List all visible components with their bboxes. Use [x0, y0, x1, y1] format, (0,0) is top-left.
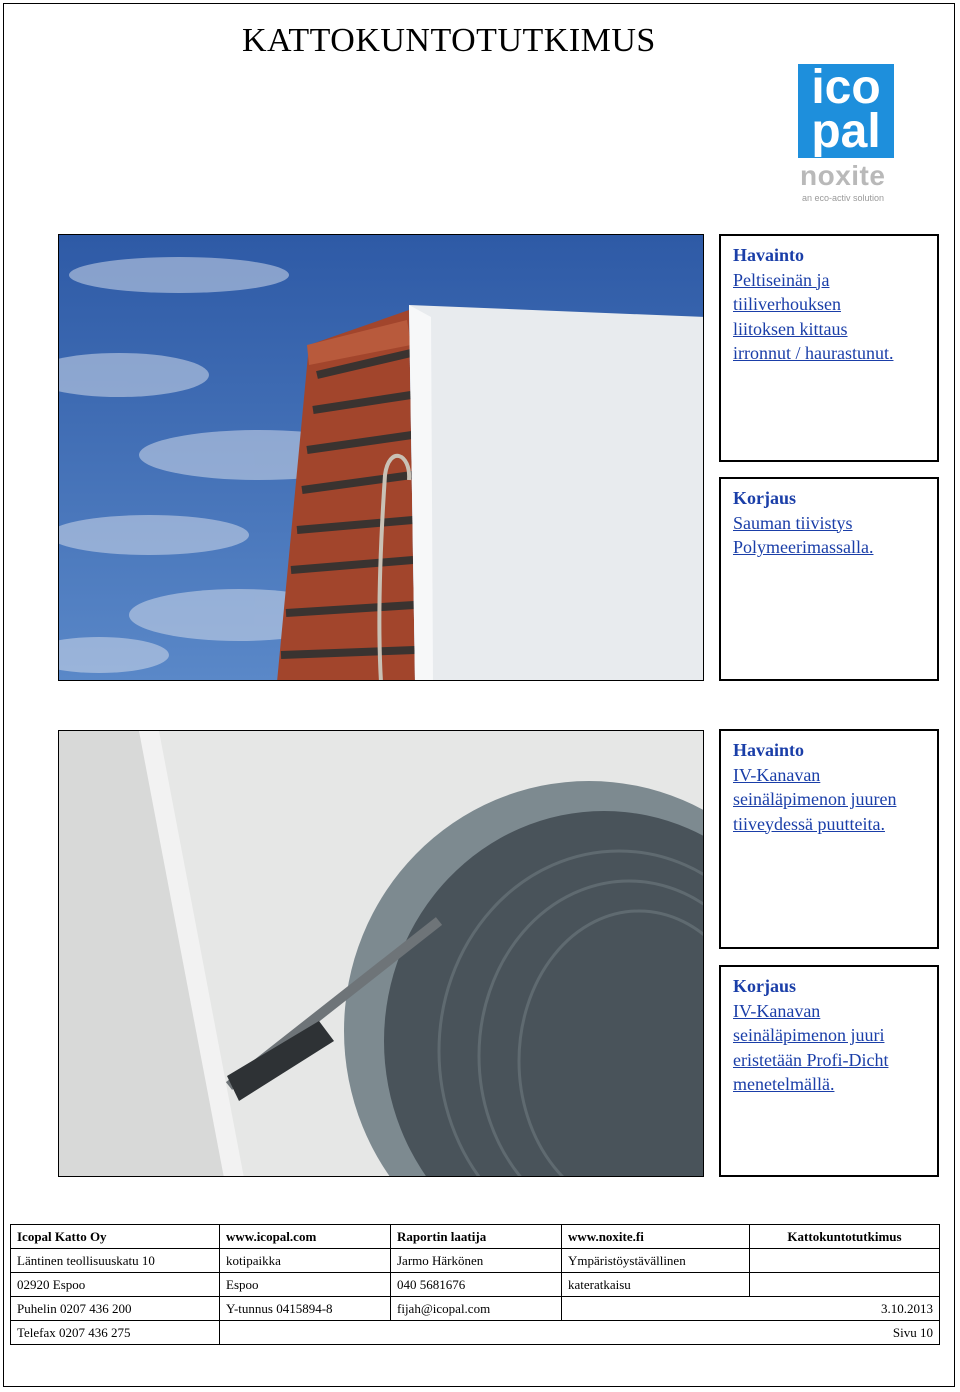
box-line: IV-Kanavan [733, 1000, 821, 1021]
footer-page-number: Sivu 10 [220, 1321, 940, 1345]
box-heading: Korjaus [733, 976, 796, 996]
box-line: liitoksen kittaus [733, 318, 848, 339]
footer-cell: Puhelin 0207 436 200 [11, 1297, 220, 1321]
footer-cell: Telefax 0207 436 275 [11, 1321, 220, 1345]
photo-ventilation-duct [58, 730, 704, 1177]
box-line: IV-Kanavan [733, 764, 821, 785]
page-border [3, 3, 955, 1387]
footer-cell: Jarmo Härkönen [391, 1249, 562, 1273]
observation-box-1 [719, 234, 939, 462]
footer-cell: kateratkaisu [562, 1273, 750, 1297]
photo-brick-wall-joint [58, 234, 704, 681]
repair-box-1 [719, 477, 939, 681]
footer-link[interactable]: www.noxite.fi [562, 1225, 750, 1249]
box-line: tiiveydessä puutteita. [733, 813, 885, 834]
footer-email[interactable]: fijah@icopal.com [391, 1297, 562, 1321]
icopal-logo [798, 61, 894, 158]
box-line: seinäläpimenon juuren [733, 789, 897, 809]
box-line: Polymeerimassalla. [733, 537, 874, 557]
box-heading: Havainto [733, 740, 805, 760]
footer-cell: kotipaikka [220, 1249, 391, 1273]
footer-row [11, 1225, 940, 1249]
footer-cell: Kattokuntotutkimus [750, 1225, 940, 1249]
repair-box-2 [719, 965, 939, 1177]
footer-cell: Y-tunnus 0415894-8 [220, 1297, 391, 1321]
footer-cell: 02920 Espoo [11, 1273, 220, 1297]
footer-cell: 040 5681676 [391, 1273, 562, 1297]
logo-line2: pal [811, 105, 881, 158]
footer-cell: Ympäristöystävällinen [562, 1249, 750, 1273]
footer-cell: Läntinen teollisuuskatu 10 [11, 1249, 220, 1273]
box-heading: Korjaus [733, 488, 796, 508]
box-line: menetelmällä. [733, 1074, 835, 1094]
observation-box-2 [719, 729, 939, 949]
footer-table [10, 1224, 940, 1345]
noxite-tagline: an eco-activ solution [802, 193, 885, 203]
footer-row [11, 1321, 940, 1345]
footer-cell: Raportin laatija [391, 1225, 562, 1249]
footer-date: 3.10.2013 [562, 1297, 940, 1321]
footer-row [11, 1273, 940, 1297]
box-line: eristetään Profi-Dicht [733, 1049, 889, 1070]
footer-row [11, 1249, 940, 1273]
box-line: Sauman tiivistys [733, 512, 853, 533]
noxite-logo: noxite [800, 160, 886, 191]
box-line: Peltiseinän ja [733, 269, 830, 290]
footer-cell [750, 1249, 940, 1273]
footer-cell: Espoo [220, 1273, 391, 1297]
logo-line1: ico [811, 61, 881, 114]
box-line: irronnut / haurastunut. [733, 343, 894, 363]
box-line: tiiliverhouksen [733, 294, 841, 314]
footer-row [11, 1297, 940, 1321]
box-heading: Havainto [733, 245, 805, 265]
box-line: seinäläpimenon juuri [733, 1025, 885, 1045]
footer-link[interactable]: www.icopal.com [220, 1225, 391, 1249]
footer-cell: Icopal Katto Oy [11, 1225, 220, 1249]
page-title: KATTOKUNTOTUTKIMUS [242, 22, 656, 59]
footer-cell [750, 1273, 940, 1297]
